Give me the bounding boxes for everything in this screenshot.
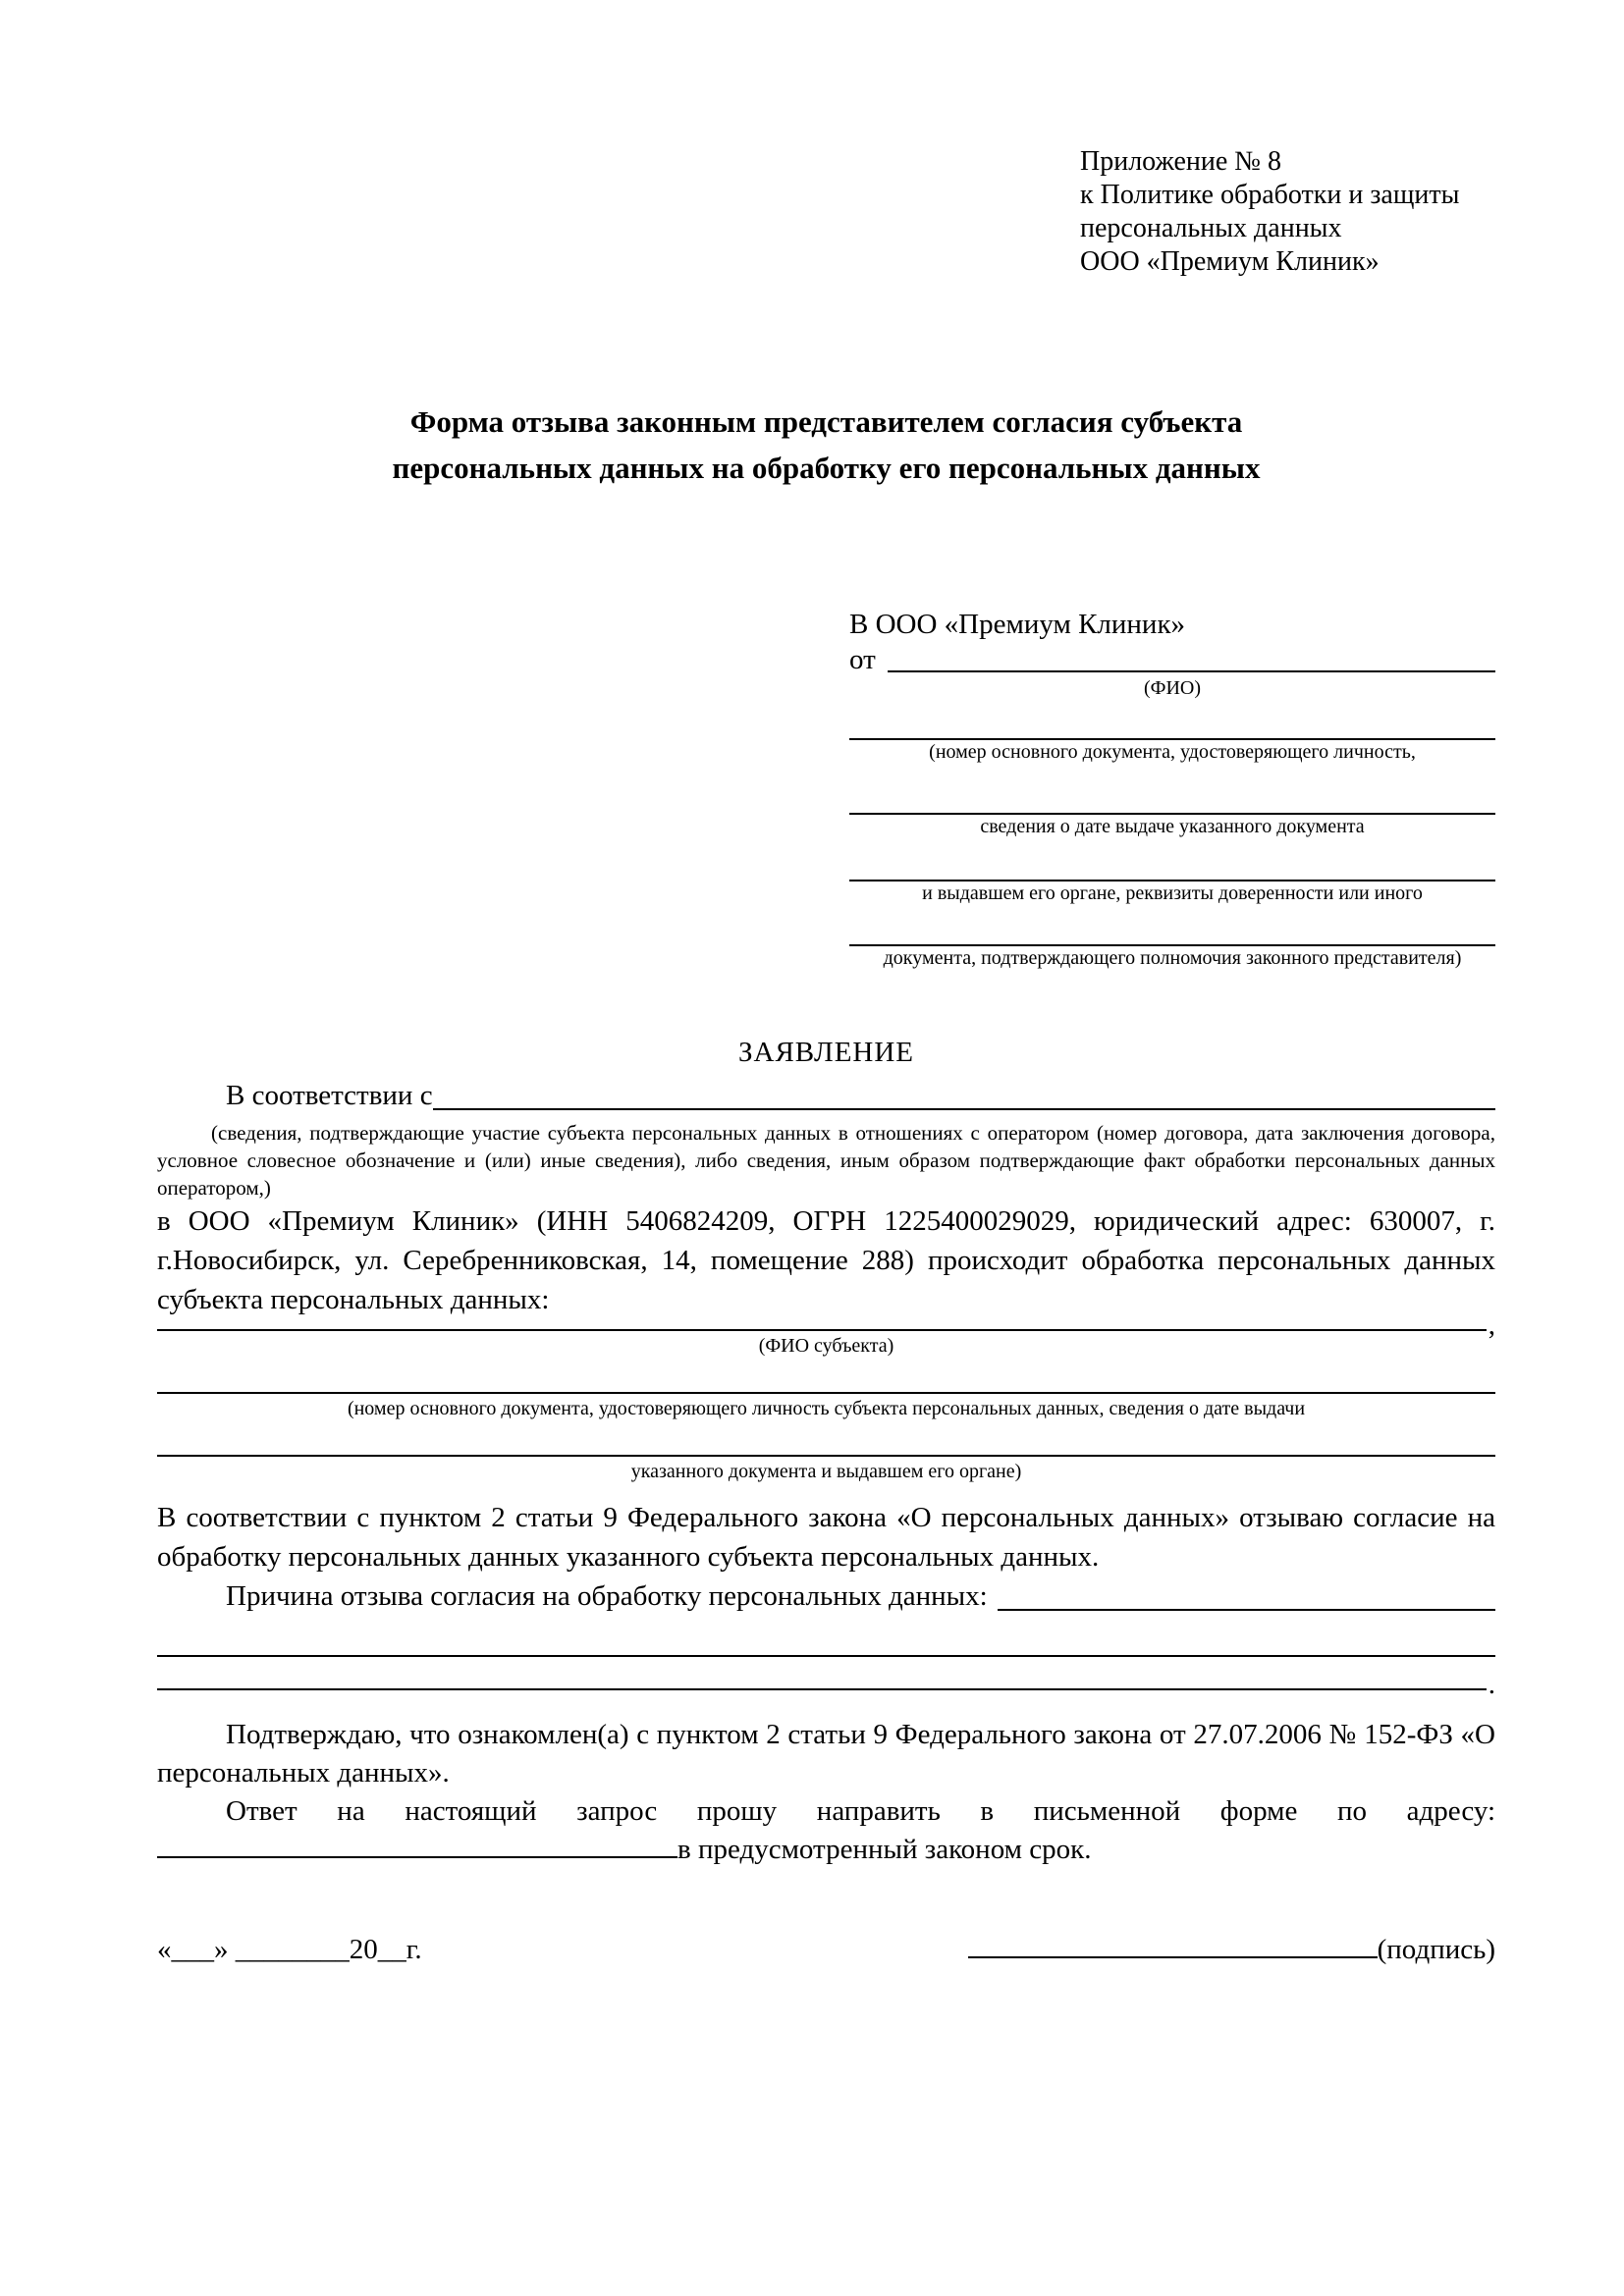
blank-line bbox=[157, 1688, 1487, 1690]
document-header bbox=[1080, 145, 1495, 279]
from-blank-line bbox=[888, 642, 1495, 672]
addressee-field-group bbox=[849, 699, 1495, 764]
reason-row bbox=[157, 1576, 1495, 1616]
signature-row bbox=[157, 1930, 1495, 1969]
signature-caption: (подпись) bbox=[1377, 1934, 1495, 1965]
first-line-indent bbox=[157, 1576, 226, 1616]
addressee-to: В ООО «Премиум Клиник» bbox=[849, 609, 1186, 640]
document-title bbox=[157, 399, 1495, 491]
field-caption: и выдавшем его органе, реквизиты доверенности или иного bbox=[922, 882, 1423, 904]
reply-blank-line bbox=[157, 1856, 677, 1858]
intro-blank-line bbox=[433, 1076, 1495, 1110]
subject-doc-caption-1: (номер основного документа, удостоверяющего личность субъекта персональных данных, сведения о дате выдачи bbox=[347, 1398, 1306, 1419]
blank-line bbox=[849, 905, 1495, 946]
first-line-indent bbox=[157, 1076, 226, 1115]
addressee-field-group bbox=[849, 905, 1495, 970]
signature-line bbox=[968, 1956, 1378, 1958]
fio-caption: (ФИО) bbox=[1143, 677, 1201, 699]
line-end-period: . bbox=[1488, 1669, 1495, 1700]
addressee-block bbox=[849, 607, 1495, 970]
statement-heading: ЗАЯВЛЕНИЕ bbox=[737, 1037, 915, 1068]
subject-doc-line-1 bbox=[157, 1370, 1495, 1394]
header-line: персональных данных bbox=[1080, 213, 1342, 243]
date-blank-text: «___» ________20__г. bbox=[157, 1934, 422, 1965]
blank-line bbox=[849, 838, 1495, 881]
reply-tail-text: в предусмотренный законом срок. bbox=[677, 1834, 1092, 1865]
subject-doc-caption-2: указанного документа и выдавшем его органе) bbox=[630, 1461, 1022, 1482]
addressee-from-row bbox=[849, 642, 1495, 677]
extra-blank-line-2 bbox=[157, 1657, 1495, 1700]
subject-doc-line-2 bbox=[157, 1427, 1495, 1457]
subject-fio-comma: , bbox=[1488, 1309, 1495, 1341]
intro-label: В соответствии с bbox=[226, 1080, 433, 1111]
field-caption: сведения о дате выдаче указанного документа bbox=[980, 816, 1365, 837]
addressee-field-group bbox=[849, 838, 1495, 905]
extra-blank-line-1 bbox=[157, 1616, 1495, 1657]
reason-blank-line bbox=[998, 1576, 1495, 1611]
intro-note: (сведения, подтверждающие участие субъекта персональных данных в отношениях с оператором (номер договора, дата заключения договора, условное словесное обозначение и (или) иные сведения), либо сведения, иным образом подтверждающие факт обработки персональных данных оператором,) bbox=[157, 1121, 1495, 1200]
confirm-paragraph: Подтверждаю, что ознакомлен(а) с пунктом 2 статьи 9 Федерального закона от 27.07.2006 № 152-ФЗ «О персональных данных». bbox=[157, 1719, 1495, 1789]
subject-fio-caption: (ФИО субъекта) bbox=[758, 1335, 894, 1357]
reason-label: Причина отзыва согласия на обработку персональных данных: bbox=[226, 1580, 988, 1612]
header-line: ООО «Премиум Клиник» bbox=[1080, 246, 1380, 277]
blank-line bbox=[849, 699, 1495, 740]
field-caption: (номер основного документа, удостоверяющего личность, bbox=[929, 741, 1416, 763]
field-caption: документа, подтверждающего полномочия законного представителя) bbox=[883, 947, 1462, 969]
operator-paragraph: в ООО «Премиум Клиник» (ИНН 5406824209, ОГРН 1225400029029, юридический адрес: 630007, г. г.Новосибирск, ул. Серебренниковская, 14, помещение 288) происходит обработка персональных данных субъекта персональных данных: bbox=[157, 1205, 1495, 1315]
reply-paragraph: Ответ на настоящий запрос прошу направить в письменной форме по адресу: bbox=[226, 1795, 1495, 1827]
signature-group bbox=[968, 1930, 1495, 1969]
header-line: Приложение № 8 bbox=[1080, 146, 1281, 177]
from-label: от bbox=[849, 644, 876, 675]
reply-tail-row bbox=[157, 1831, 1495, 1869]
addressee-field-group bbox=[849, 764, 1495, 838]
title-line-1: Форма отзыва законным представителем согласия субъекта bbox=[409, 404, 1243, 439]
title-line-2: персональных данных на обработку его персональных данных bbox=[392, 451, 1261, 485]
withdrawal-paragraph: В соответствии с пунктом 2 статьи 9 Федерального закона «О персональных данных» отзываю согласие на обработку персональных данных указанного субъекта персональных данных. bbox=[157, 1502, 1495, 1573]
header-line: к Политике обработки и защиты bbox=[1080, 180, 1460, 210]
intro-row bbox=[157, 1076, 1495, 1115]
blank-line bbox=[157, 1329, 1487, 1331]
blank-line bbox=[849, 764, 1495, 815]
subject-fio-line bbox=[157, 1309, 1495, 1341]
